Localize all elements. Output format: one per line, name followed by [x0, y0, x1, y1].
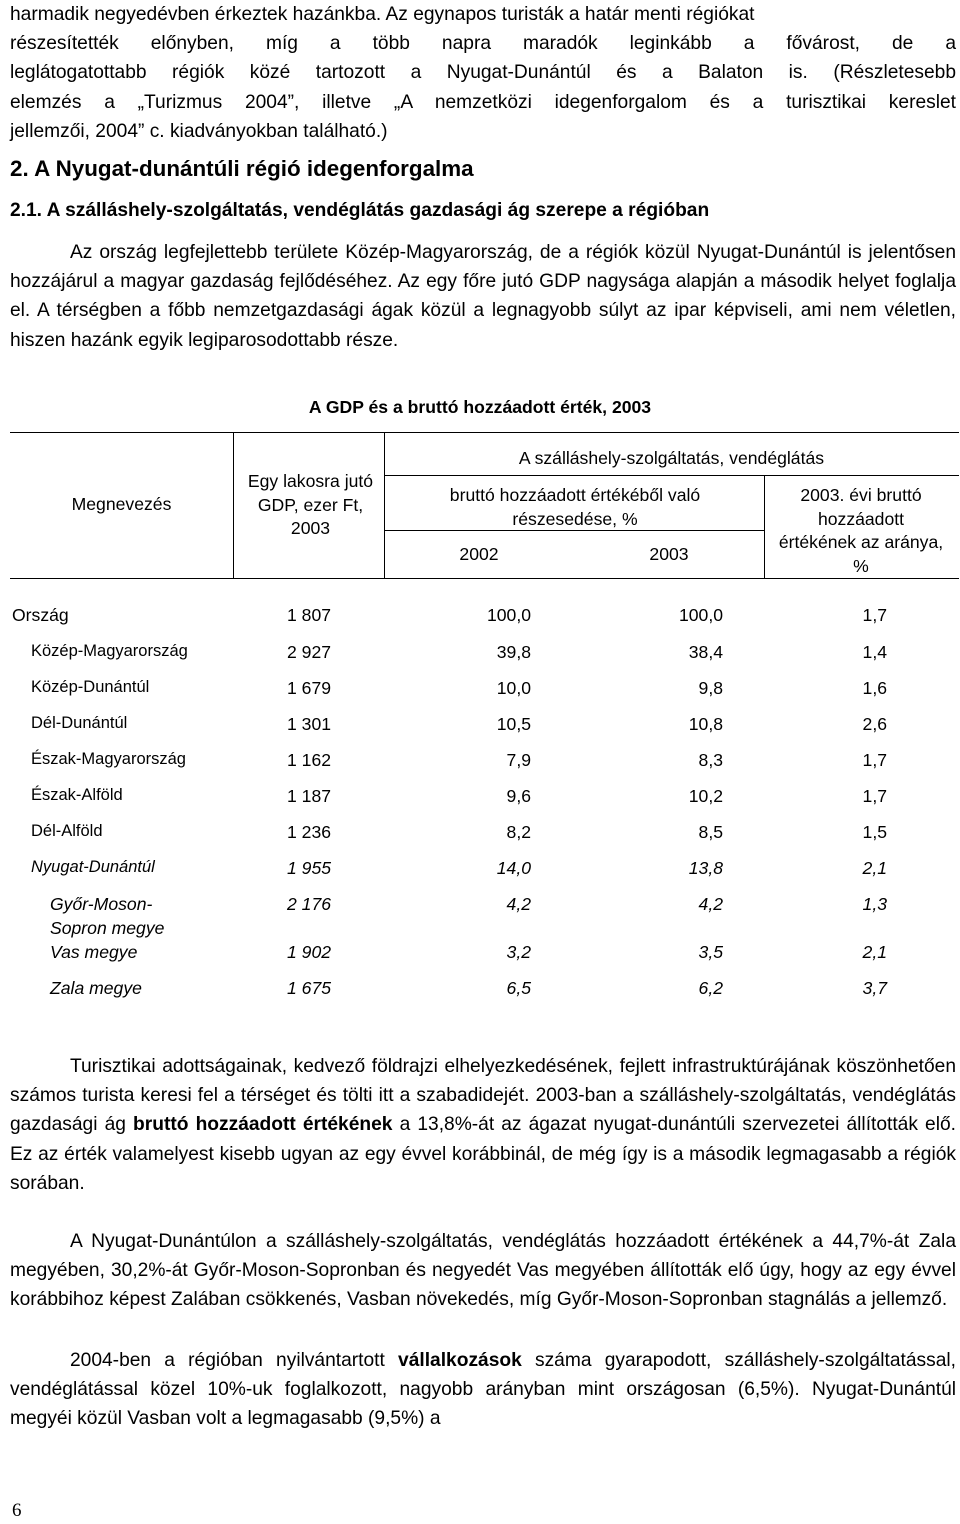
row-2003: 13,8: [688, 858, 723, 878]
intro-line-1: harmadik negyedévben érkeztek hazánkba. Az egynapos turisták a határ menti régiókat: [10, 4, 755, 25]
row-2003: 4,2: [698, 894, 723, 914]
row-label-line-1: Győr-Moson-: [50, 894, 153, 914]
row-ratio: 2,1: [862, 858, 887, 878]
row-2003: 100,0: [678, 605, 723, 625]
intro-line-5: jellemzői, 2004” c. kiadványokban található.): [10, 120, 388, 142]
paragraph-tourism-value-added: [10, 1052, 956, 1198]
table-row-nyugat-dunantul: [0, 858, 960, 882]
table-row-del-alfold: [0, 822, 960, 846]
page-number: 6: [12, 1500, 22, 1521]
row-2002: 4,2: [506, 894, 531, 914]
row-gdp: 1 679: [287, 678, 332, 698]
header-gdp: Egy lakosra jutó GDP, ezer Ft, 2003: [247, 471, 374, 538]
row-ratio: 3,7: [862, 978, 887, 998]
row-ratio: 1,3: [862, 894, 887, 914]
row-2003: 6,2: [698, 978, 723, 998]
paragraph-gdp-context: Az ország legfejlettebb területe Közép-Magyarország, de a régiók közül Nyugat-Dunántúl is jelentősen hozzájárul a magyar gazdaság fejlődéséhez. Az egy főre jutó GDP nagysága alapján a második helyet foglalja el. A térségben a főbb nemzetgazdasági ágak közül a legnagyobb súlyt az ipar képviseli, ami nem véletlen, hiszen hazánk egyik legiparosodottabb része.: [10, 242, 956, 351]
row-label: Nyugat-Dunántúl: [31, 858, 155, 876]
table-row-del-dunantul: [0, 714, 960, 738]
row-gdp: 1 675: [287, 978, 332, 998]
row-2002: 3,2: [506, 942, 531, 962]
row-gdp: 1 236: [287, 822, 332, 842]
row-2003: 9,8: [698, 678, 723, 698]
row-gdp: 1 187: [287, 786, 332, 806]
row-ratio: 1,6: [862, 678, 887, 698]
row-label: Dél-Dunántúl: [31, 714, 128, 732]
row-label: Vas megye: [50, 942, 138, 962]
row-label: Közép-Dunántúl: [31, 678, 150, 696]
row-gdp: 2 176: [287, 894, 332, 914]
header-year-2003: 2003: [649, 544, 689, 564]
table-header-bottom-rule: [10, 578, 959, 579]
table-vline-1: [233, 432, 234, 578]
row-ratio: 1,4: [862, 642, 887, 662]
row-2003: 8,3: [698, 750, 723, 770]
row-label: Zala megye: [50, 978, 142, 998]
row-gdp: 1 807: [287, 605, 332, 625]
header-ratio: 2003. évi bruttó hozzáadott értékének az aránya, %: [778, 485, 944, 576]
table-title: A GDP és a bruttó hozzáadott érték, 2003: [308, 397, 652, 417]
intro-line-3: leglátogatottabb régiók közé tartozott a Nyugat-Dunántúl és a Balaton is. (Részletesebb: [10, 62, 956, 84]
row-label: Közép-Magyarország: [31, 642, 188, 660]
row-label: Dél-Alföld: [31, 822, 103, 840]
table-row-gyor-moson-sopron: [0, 894, 960, 942]
row-2002: 6,5: [506, 978, 531, 998]
row-label-line-2: Sopron megye: [50, 918, 165, 938]
row-2003: 3,5: [698, 942, 723, 962]
row-ratio: 1,5: [862, 822, 887, 842]
table-top-rule: [10, 432, 959, 433]
row-label: Észak-Magyarország: [31, 750, 186, 768]
row-2003: 10,8: [688, 714, 723, 734]
row-2002: 100,0: [486, 605, 531, 625]
row-label: Ország: [12, 605, 69, 625]
row-ratio: 1,7: [862, 750, 887, 770]
row-label: Észak-Alföld: [31, 786, 123, 804]
paragraph-text: a 13,8%-át az ágazat nyugat-dunántúli szervezetei állították elő. Ez az érték valamelyest kisebb ugyan az egy évvel korábbinál, de még így is a második legmagasabb a régiók sorában.: [10, 1114, 956, 1194]
row-2002: 7,9: [506, 750, 531, 770]
table-row-eszak-magyarorszag: [0, 750, 960, 774]
section-heading: 2. A Nyugat-dunántúli régió idegenforgalma: [10, 156, 474, 181]
header-group: A szálláshely-szolgáltatás, vendéglátás: [518, 448, 825, 468]
paragraph-text: 2004-ben a régióban nyilvántartott: [70, 1350, 399, 1371]
row-gdp: 1 955: [287, 858, 332, 878]
intro-line-4: elemzés a „Turizmus 2004”, illetve „A nemzetközi idegenforgalom és a turisztikai kereslet: [10, 91, 956, 113]
intro-paragraph: [10, 0, 956, 146]
table-group-rule: [384, 475, 959, 476]
row-ratio: 1,7: [862, 786, 887, 806]
row-ratio: 1,7: [862, 605, 887, 625]
bold-term-gross-value-added: bruttó hozzáadott értékének: [133, 1114, 393, 1136]
bold-term-enterprises: vállalkozások: [398, 1350, 522, 1371]
row-2003: 10,2: [688, 786, 723, 806]
row-gdp: 1 301: [287, 714, 332, 734]
row-2002: 9,6: [506, 786, 531, 806]
row-2002: 10,5: [496, 714, 531, 734]
header-year-2002: 2002: [459, 544, 499, 564]
row-ratio: 2,6: [862, 714, 887, 734]
table-row-orszag: [0, 605, 960, 629]
row-gdp: 1 162: [287, 750, 332, 770]
table-row-zala-megye: [0, 978, 960, 1002]
table-vline-3: [764, 475, 765, 578]
intro-line-2: részesítették előnyben, míg a több napra maradók leginkább a fővárost, de a: [10, 33, 956, 55]
row-2003: 38,4: [688, 642, 723, 662]
table-row-eszak-alfold: [0, 786, 960, 810]
row-2003: 8,5: [698, 822, 723, 842]
row-2002: 39,8: [496, 642, 531, 662]
row-ratio: 2,1: [862, 942, 887, 962]
row-gdp: 1 902: [287, 942, 332, 962]
paragraph-enterprises: [10, 1346, 956, 1434]
table-row-kozep-dunantul: [0, 678, 960, 702]
table-row-vas-megye: [0, 942, 960, 966]
paragraph-text: Turisztikai adottságainak, kedvező földrajzi elhelyezkedésének, fejlett infrastruktúrájának köszönhetően számos turista keresi fel a térséget és tölti itt a szabadidejét. 2003-ban a szálláshely-szolgáltatás, vendéglátás gazdasági ág: [10, 1056, 956, 1136]
row-2002: 14,0: [496, 858, 531, 878]
table-row-kozep-magyarorszag: [0, 642, 960, 666]
row-2002: 8,2: [506, 822, 531, 842]
paragraph-county-shares: A Nyugat-Dunántúlon a szálláshely-szolgáltatás, vendéglátás hozzáadott értékének a 44,7%-át Zala megyében, 30,2%-át Győr-Moson-Sopronban és negyedét Vas megyében állították elő úgy, hogy az egy évvel korábbihoz képest Zalában csökkenés, Vasban növekedés, míg Győr-Moson-Sopronban stagnálás a jellemző.: [10, 1231, 956, 1311]
header-name: Megnevezés: [71, 494, 172, 514]
row-2002: 10,0: [496, 678, 531, 698]
subsection-heading: 2.1. A szálláshely-szolgáltatás, vendéglátás gazdasági ág szerepe a régióban: [10, 200, 710, 221]
paragraph-text: száma gyarapodott, szálláshely-szolgáltatással, vendéglátással közel 10%-uk foglalkozott, nagyobb arányban mint országosan (6,5%). Nyugat-Dunántúl megyéi közül Vasban volt a legmagasabb (9,5%) a: [10, 1350, 957, 1430]
header-share: bruttó hozzáadott értékéből való részesedése, %: [449, 485, 701, 529]
row-gdp: 2 927: [287, 642, 332, 662]
